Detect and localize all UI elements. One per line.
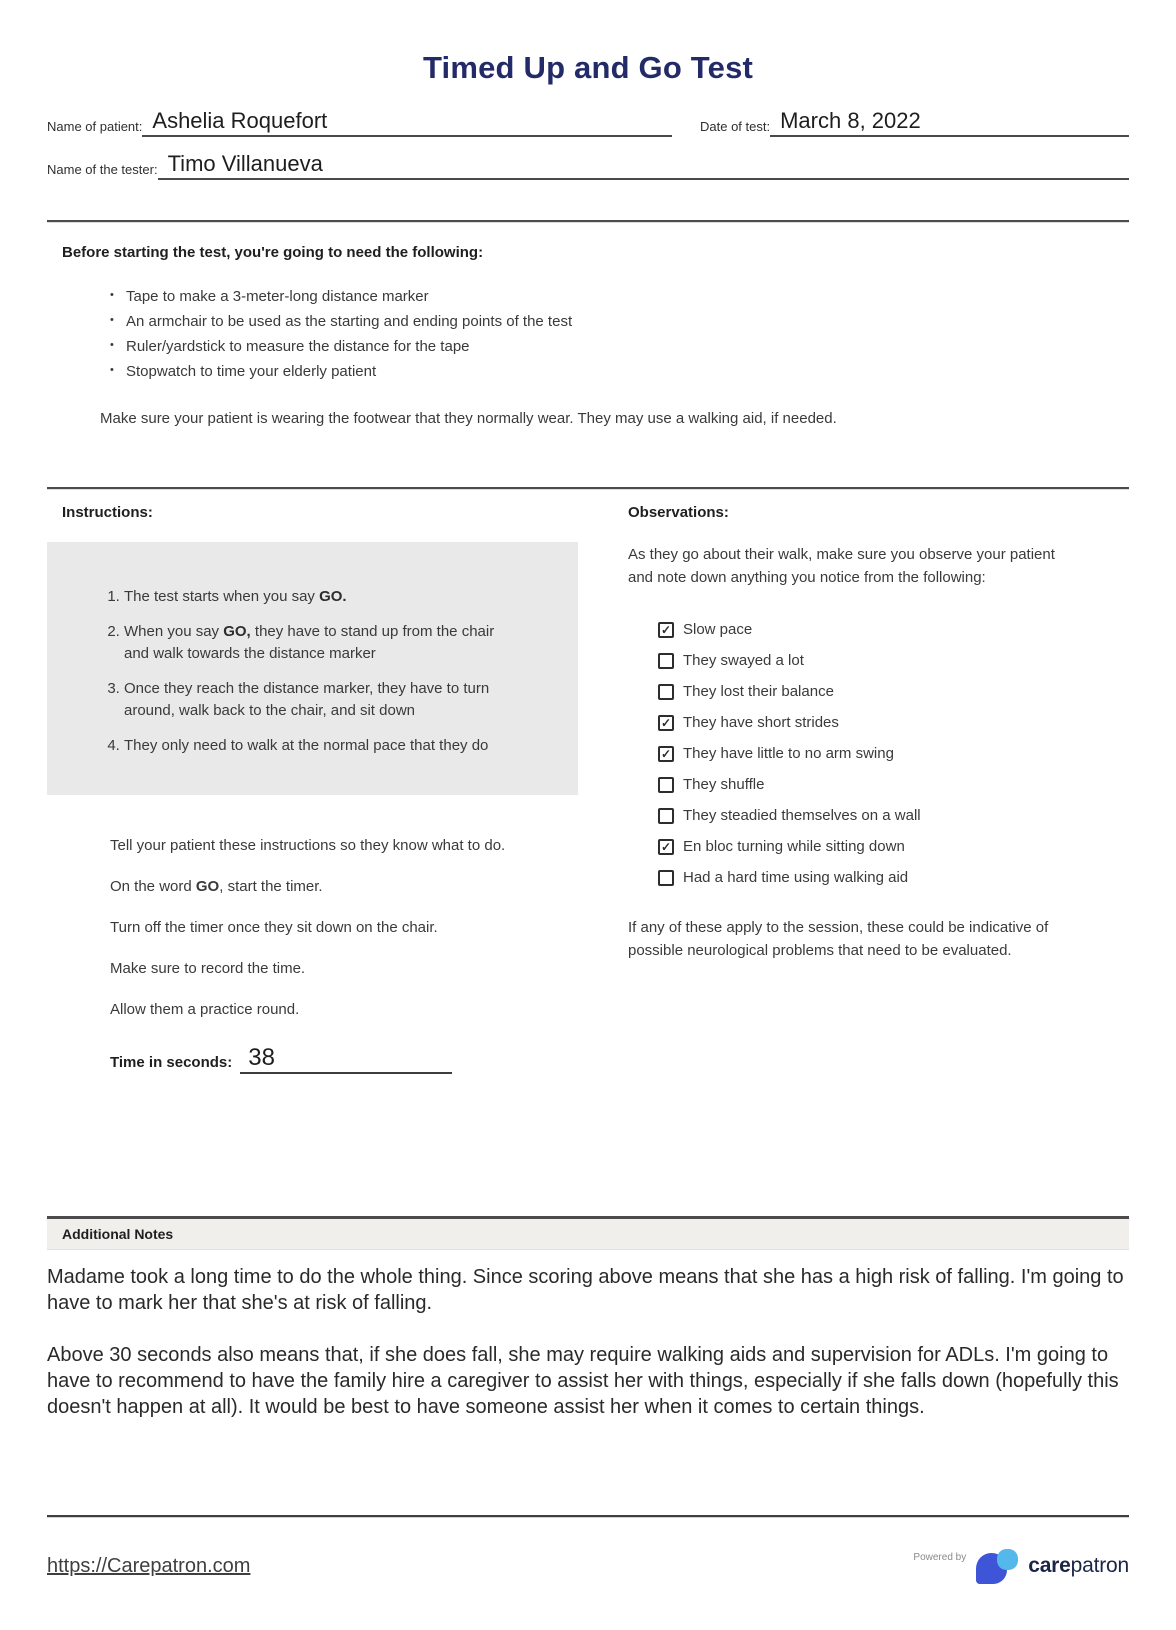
additional-notes-header [47, 1219, 1129, 1250]
requirements-heading: Before starting the test, you're going to need the following: [62, 244, 484, 261]
instruction-step [124, 678, 512, 722]
observation-label: They shuffle [683, 776, 765, 793]
note-text: , start the timer. [219, 878, 323, 895]
observation-item[interactable] [658, 714, 1129, 731]
observation-item[interactable] [658, 621, 1129, 638]
observation-item[interactable] [658, 869, 1129, 886]
two-column-area [47, 504, 1129, 1074]
patient-name-label: Name of patient: [47, 119, 143, 134]
instruction-note [110, 837, 578, 854]
step-text: Once they reach the distance marker, they have to turn around, walk back to the chair, and sit down [124, 680, 490, 719]
note-text: Make sure to record the time. [110, 960, 306, 977]
page-title: Timed Up and Go Test [422, 50, 754, 85]
observations-outro: If any of these apply to the session, these could be indicative of possible neurological problems that need to be evaluated. [628, 919, 1049, 959]
observations-list [658, 621, 1129, 886]
requirement-item: • Stopwatch to time your elderly patient [110, 363, 1129, 380]
instruction-step [124, 735, 512, 757]
observation-label: Had a hard time using walking aid [683, 869, 909, 886]
tester-name-value: Timo Villanueva [167, 151, 323, 176]
tester-name-input[interactable] [158, 151, 1129, 180]
observations-heading: Observations: [628, 504, 729, 521]
requirements-list [110, 288, 1129, 380]
requirements-section [47, 244, 1129, 427]
requirements-note: Make sure your patient is wearing the footwear that they normally wear. They may use a walking aid, if needed. [100, 410, 837, 427]
checkbox-icon[interactable] [658, 746, 674, 762]
instruction-step [124, 621, 512, 665]
observations-column [628, 504, 1129, 1074]
time-in-seconds-label: Time in seconds: [110, 1054, 233, 1071]
observation-label: Slow pace [683, 621, 753, 638]
requirement-item: • Ruler/yardstick to measure the distance for the tape [110, 338, 1129, 355]
header-fields [47, 108, 1129, 180]
step-text: They only need to walk at the normal pace that they do [124, 737, 489, 754]
test-date-label: Date of test: [700, 119, 771, 134]
note-text: On the word [110, 878, 196, 895]
observation-label: They steadied themselves on a wall [683, 807, 921, 824]
footer-link[interactable]: https://Carepatron.com [47, 1554, 251, 1577]
observation-label: They swayed a lot [683, 652, 804, 669]
test-date-value: March 8, 2022 [780, 108, 921, 133]
tester-name-field [47, 151, 1129, 180]
checkbox-icon[interactable] [658, 839, 674, 855]
checkbox-icon[interactable] [658, 870, 674, 886]
carepatron-brand [913, 1548, 1129, 1584]
additional-notes-paragraph[interactable]: Above 30 seconds also means that, if she does fall, she may require walking aids and supervision for ADLs. I'm going to have to recommend to have the family hire a caregiver to assist her with things, especially if she falls down (hopefully this doesn't happen at all). It would be best to have someone assist her when it comes to certain things. [47, 1344, 1119, 1418]
step-text: The test starts when you say [124, 588, 320, 605]
instruction-step [124, 586, 512, 608]
powered-by-label: Powered by [913, 1552, 967, 1563]
wordmark-care: care [1028, 1554, 1071, 1577]
observation-label: They have little to no arm swing [683, 745, 894, 762]
observation-item[interactable] [658, 807, 1129, 824]
instructions-box [47, 542, 578, 795]
requirement-item: • Tape to make a 3-meter-long distance marker [110, 288, 1129, 305]
note-text: Turn off the timer once they sit down on the chair. [110, 919, 438, 936]
footer-divider [47, 1515, 1129, 1518]
test-date-field [700, 108, 1129, 137]
tester-name-label: Name of the tester: [47, 162, 158, 177]
page-footer [47, 1515, 1129, 1584]
section-divider [47, 220, 1129, 223]
wordmark-patron: patron [1070, 1554, 1129, 1577]
note-text: Allow them a practice round. [110, 1001, 300, 1018]
note-text: Tell your patient these instructions so they know what to do. [110, 837, 506, 854]
time-in-seconds-value: 38 [248, 1044, 275, 1071]
patient-name-value: Ashelia Roquefort [152, 108, 328, 133]
section-divider [47, 487, 1129, 490]
observation-item[interactable] [658, 683, 1129, 700]
patient-name-field [47, 108, 672, 137]
carepatron-wordmark [1028, 1554, 1129, 1578]
observation-item[interactable] [658, 745, 1129, 762]
additional-notes-section [47, 1216, 1129, 1420]
additional-notes-heading: Additional Notes [62, 1226, 174, 1242]
step-text-bold: GO. [319, 588, 347, 605]
checkbox-icon[interactable] [658, 777, 674, 793]
additional-notes-paragraph[interactable]: Madame took a long time to do the whole thing. Since scoring above means that she has a high risk of falling. I'm going to have to mark her that she's at risk of falling. [47, 1266, 1124, 1314]
instruction-note [110, 960, 578, 977]
instructions-column [47, 504, 578, 1074]
step-text: When you say [124, 623, 224, 640]
observation-label: They have short strides [683, 714, 839, 731]
observation-label: En bloc turning while sitting down [683, 838, 905, 855]
checkbox-icon[interactable] [658, 622, 674, 638]
step-text: they have to stand up from the chair and walk towards the distance marker [124, 623, 495, 662]
instruction-steps [102, 586, 512, 757]
instruction-note [110, 878, 578, 895]
observation-label: They lost their balance [683, 683, 834, 700]
checkbox-icon[interactable] [658, 808, 674, 824]
observation-item[interactable] [658, 652, 1129, 669]
instruction-note [110, 919, 578, 936]
note-text-bold: GO [195, 878, 220, 895]
time-in-seconds-input[interactable] [240, 1044, 452, 1074]
observations-intro: As they go about their walk, make sure you observe your patient and note down anything you notice from the following: [628, 546, 1055, 586]
patient-name-input[interactable] [142, 108, 672, 137]
checkbox-icon[interactable] [658, 684, 674, 700]
requirement-item: • An armchair to be used as the starting and ending points of the test [110, 313, 1129, 330]
test-date-input[interactable] [770, 108, 1129, 137]
observation-item[interactable] [658, 838, 1129, 855]
instructions-heading: Instructions: [62, 504, 153, 521]
checkbox-icon[interactable] [658, 653, 674, 669]
time-in-seconds-field [110, 1044, 578, 1074]
step-text-bold: GO, [223, 623, 251, 640]
carepatron-logo-icon [976, 1548, 1022, 1584]
instruction-note [110, 1001, 578, 1018]
checkbox-icon[interactable] [658, 715, 674, 731]
observation-item[interactable] [658, 776, 1129, 793]
